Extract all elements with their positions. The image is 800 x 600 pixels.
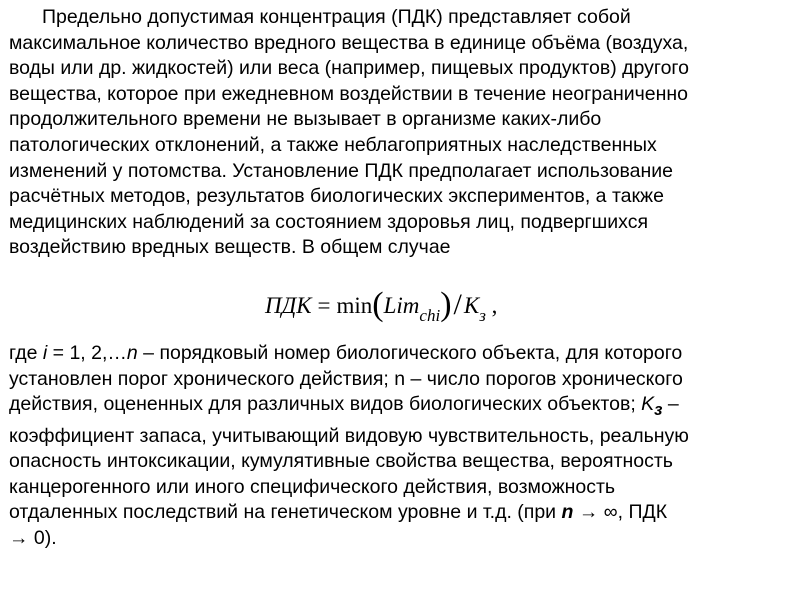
- text-line: расчётных методов, результатов биологических экспериментов, а также: [9, 185, 664, 208]
- text-line: коэффициент запаса, учитывающий видовую чувствительность, реальную: [9, 424, 689, 447]
- text-line: изменений у потомства. Установление ПДК предполагает использование: [9, 159, 674, 182]
- formula-slash: /: [453, 288, 462, 321]
- text-line: [9, 341, 793, 367]
- variable-n-bold: n: [561, 501, 574, 524]
- text-line: [9, 392, 793, 423]
- variable-i: i: [42, 342, 48, 364]
- explanation-paragraph: [9, 341, 793, 552]
- text-line: вещества, которое при ежедневном воздействии в течение неограниченно: [9, 82, 688, 105]
- text-segment: действия, оцененных для различных видов биологических объектов;: [9, 393, 642, 416]
- formula-equals: =: [317, 293, 331, 318]
- text-line: [9, 500, 793, 526]
- formula-k: K: [463, 293, 480, 318]
- text-line: Предельно допустимая концентрация (ПДК) представляет собой: [42, 6, 631, 28]
- text-segment: → ∞, ПДК: [573, 501, 668, 524]
- text-line: канцерогенного или иного специфического действия, возможность: [9, 475, 616, 498]
- text-segment: где: [9, 342, 43, 364]
- text-line: воды или др. жидкостей) или веса (например, пищевых продуктов) другого: [9, 57, 689, 80]
- variable-k: K: [641, 393, 655, 416]
- text-segment: –: [662, 393, 679, 416]
- text-line: патологических отклонений, а также неблагоприятных наследственных: [9, 133, 657, 156]
- text-line: максимальное количество вредного вещества в единице объёма (воздуха,: [9, 31, 689, 54]
- text-line: медицинских наблюдений за состоянием здоровья лиц, подвергшихся: [9, 210, 649, 233]
- formula-lim: Lim: [383, 293, 420, 318]
- text-segment: – порядковый номер биологического объекта, для которого: [137, 342, 683, 364]
- text-segment: отдаленных последствий на генетическом уровне и т.д. (при: [9, 501, 562, 524]
- text-line: установлен порог хронического действия; n – число порогов хронического: [9, 367, 683, 390]
- definition-paragraph: [9, 5, 793, 261]
- formula-lim-subscript: chi: [419, 306, 441, 325]
- pdk-formula: [265, 283, 497, 323]
- formula-lhs: ПДК: [265, 293, 312, 318]
- variable-k-subscript: з: [654, 401, 663, 420]
- text-line: воздействию вредных веществ. В общем случае: [9, 236, 451, 259]
- formula-open-paren: (: [372, 286, 384, 323]
- text-line: продолжительного времени не вызывает в организме каких-либо: [9, 108, 602, 131]
- text-segment: = 1, 2,…: [47, 342, 127, 364]
- text-line: → 0).: [9, 527, 57, 550]
- formula-close-paren: ): [440, 286, 452, 323]
- formula-k-subscript: з: [479, 306, 486, 325]
- formula-trailing-comma: ,: [485, 293, 498, 318]
- formula-min: min: [336, 293, 373, 318]
- variable-n: n: [126, 342, 138, 364]
- text-line: опасность интоксикации, кумулятивные свойства вещества, вероятность: [9, 450, 673, 473]
